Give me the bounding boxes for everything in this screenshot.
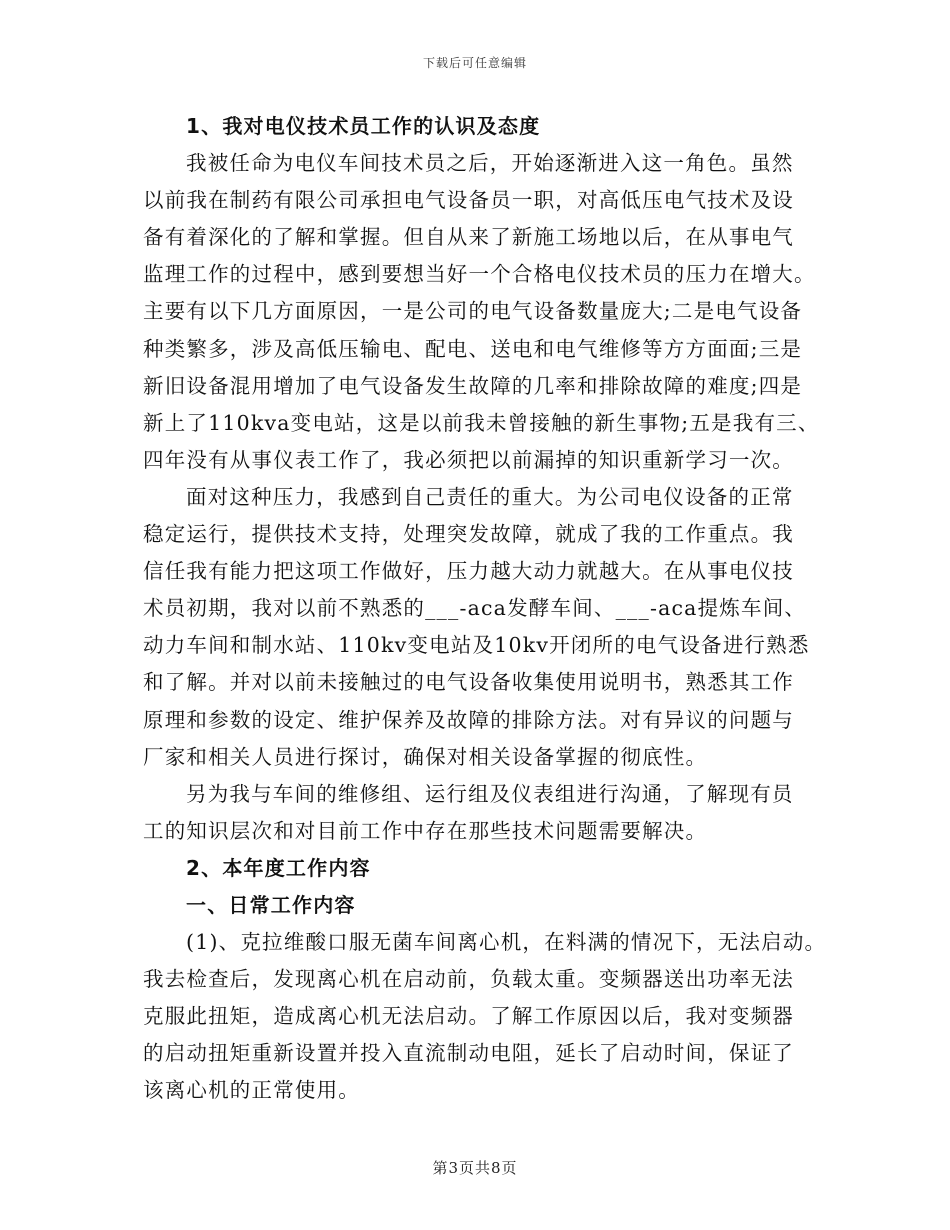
- paragraph-line: 克服此扭矩，造成离心机无法启动。了解工作原因以后，我对变频器: [143, 1004, 794, 1029]
- paragraph-line: 新旧设备混用增加了电气设备发生故障的几率和排除故障的难度;四是: [143, 373, 803, 398]
- paragraph-line: 和了解。并对以前未接触过的电气设备收集使用说明书，熟悉其工作: [143, 670, 794, 695]
- paragraph-line: 主要有以下几方面原因，一是公司的电气设备数量庞大;二是电气设备: [143, 299, 803, 324]
- section-heading-2: 2、本年度工作内容: [186, 855, 371, 880]
- paragraph-line: 我被任命为电仪车间技术员之后，开始逐渐进入这一角色。虽然: [186, 151, 794, 176]
- paragraph-line: 动力车间和制水站、110kv变电站及10kv开闭所的电气设备进行熟悉: [143, 633, 810, 658]
- paragraph-line: 术员初期，我对以前不熟悉的___-aca发酵车间、___-aca提炼车间、: [143, 596, 807, 621]
- paragraph-line: (1)、克拉维酸口服无菌车间离心机，在料满的情况下，无法启动。: [186, 930, 827, 955]
- paragraph-line: 新上了110kva变电站，这是以前我未曾接触的新生事物;五是我有三、: [143, 410, 820, 435]
- paragraph-line: 原理和参数的设定、维护保养及故障的排除方法。对有异议的问题与: [143, 707, 794, 732]
- paragraph-line: 该离心机的正常使用。: [143, 1078, 360, 1103]
- paragraph-line: 四年没有从事仪表工作了，我必须把以前漏掉的知识重新学习一次。: [143, 447, 794, 472]
- paragraph-line: 厂家和相关人员进行探讨，确保对相关设备掌握的彻底性。: [143, 744, 708, 769]
- page-footer: 第3页共8页: [432, 1159, 518, 1177]
- paragraph-line: 工的知识层次和对目前工作中存在那些技术问题需要解决。: [143, 818, 708, 843]
- paragraph-line: 种类繁多，涉及高低压输电、配电、送电和电气维修等方方面面;三是: [143, 336, 803, 361]
- subsection-heading: 一、日常工作内容: [186, 892, 356, 917]
- paragraph-line: 我去检查后，发现离心机在启动前，负载太重。变频器送出功率无法: [143, 967, 794, 992]
- document-body: [143, 108, 833, 1110]
- paragraph-line: 以前我在制药有限公司承担电气设备员一职，对高低压电气技术及设: [143, 188, 794, 213]
- page-header: 下载后可任意编辑: [422, 56, 527, 70]
- paragraph-line: 备有着深化的了解和掌握。但自从来了新施工场地以后，在从事电气: [143, 225, 794, 250]
- paragraph-line: 信任我有能力把这项工作做好，压力越大动力就越大。在从事电仪技: [143, 559, 794, 584]
- paragraph-line: 的启动扭矩重新设置并投入直流制动电阻，延长了启动时间，保证了: [143, 1041, 794, 1066]
- paragraph-line: 稳定运行，提供技术支持，处理突发故障，就成了我的工作重点。我: [143, 522, 794, 547]
- paragraph-line: 面对这种压力，我感到自己责任的重大。为公司电仪设备的正常: [186, 484, 794, 509]
- paragraph-line: 监理工作的过程中，感到要想当好一个合格电仪技术员的压力在增大。: [143, 262, 816, 287]
- section-heading-1: 1、我对电仪技术员工作的认识及态度: [186, 114, 541, 138]
- paragraph-line: 另为我与车间的维修组、运行组及仪表组进行沟通，了解现有员: [186, 781, 794, 806]
